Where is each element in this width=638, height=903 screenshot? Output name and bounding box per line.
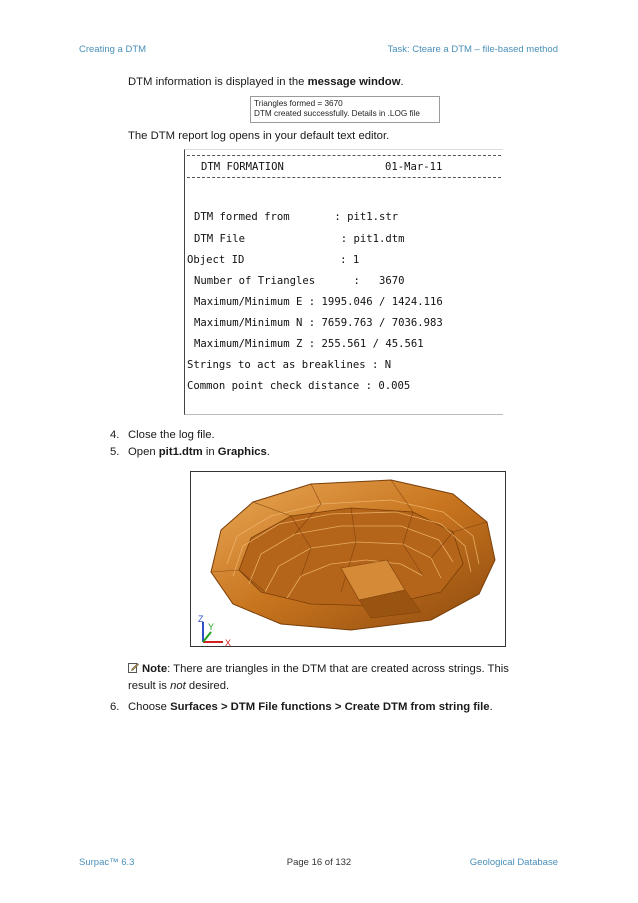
log-line: Common point check distance : 0.005: [187, 380, 411, 392]
axis-y-line: [203, 632, 211, 642]
note-paragraph: Note: There are triangles in the DTM that are created across strings. This result is not desired.: [128, 663, 509, 692]
intro-paragraph: DTM information is displayed in the message window.: [128, 76, 404, 88]
axis-z-label: Z: [198, 614, 204, 624]
log-divider-top: [187, 155, 501, 156]
log-line: DTM formed from : pit1.str: [194, 211, 399, 223]
footer-left: Surpac™ 6.3: [79, 857, 135, 868]
log-line: Strings to act as breaklines : N: [187, 359, 392, 371]
log-line: Object ID : 1: [187, 254, 360, 266]
log-line: Number of Triangles : 3670: [194, 275, 405, 287]
log-line: Maximum/Minimum N : 7659.763 / 7036.983: [194, 317, 443, 329]
dtm-report-log: [184, 149, 503, 415]
axis-y-label: Y: [208, 622, 215, 632]
message-line-1: Triangles formed = 3670: [254, 99, 343, 108]
log-date: 01-Mar-11: [385, 161, 443, 173]
note-pencil-icon: [128, 662, 139, 673]
axis-x-label: X: [225, 638, 232, 647]
log-line: Maximum/Minimum E : 1995.046 / 1424.116: [194, 296, 443, 308]
footer-right: Geological Database: [469, 857, 558, 868]
step-4: 4. Close the log file.: [110, 429, 215, 441]
log-line: Maximum/Minimum Z : 255.561 / 45.561: [194, 338, 424, 350]
log-divider-bottom: [187, 177, 501, 178]
pit-surface-image: [191, 472, 506, 647]
message-line-2: DTM created successfully. Details in .LOG file: [254, 109, 420, 118]
pit-dtm-graphics-view: [190, 471, 506, 647]
log-line: DTM File : pit1.dtm: [194, 233, 405, 245]
header-left: Creating a DTM: [79, 44, 147, 55]
report-paragraph: The DTM report log opens in your default text editor.: [128, 130, 390, 142]
step-5: 5. Open pit1.dtm in Graphics.: [110, 446, 270, 458]
message-window-screenshot: [250, 96, 440, 123]
header-right: Task: Cteare a DTM – file-based method: [387, 44, 558, 55]
step-6: 6. Choose Surfaces > DTM File functions > Create DTM from string file.: [110, 701, 493, 713]
log-title: DTM FORMATION: [201, 161, 284, 173]
footer-page-number: Page 16 of 132: [286, 857, 352, 868]
